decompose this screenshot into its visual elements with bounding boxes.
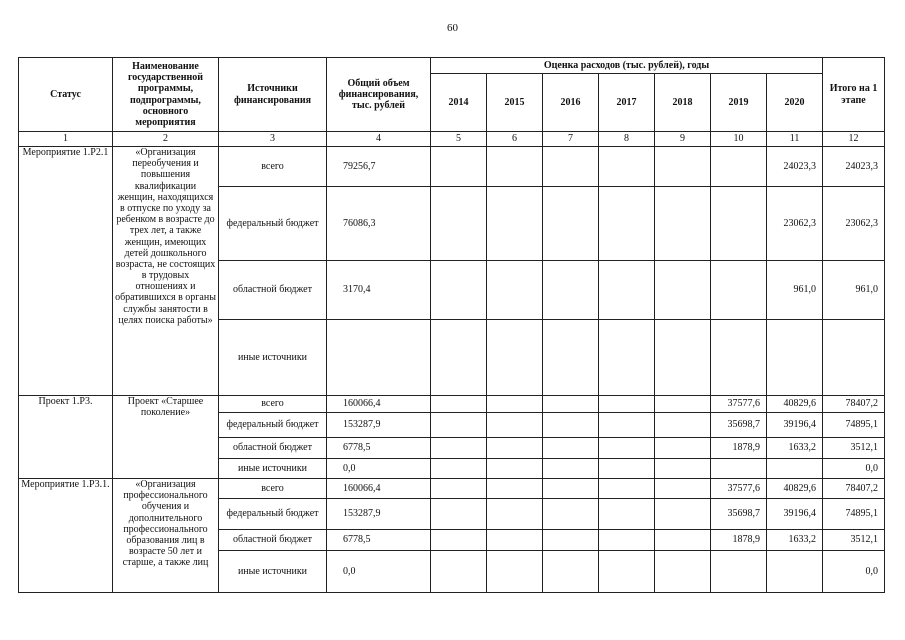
header-stage-total: Итого на 1 этапе (823, 58, 885, 132)
row-source: федеральный бюджет (219, 413, 327, 438)
row-source: иные источники (219, 551, 327, 593)
col-number: 11 (767, 132, 823, 147)
row-source: областной бюджет (219, 530, 327, 551)
table-row (19, 396, 885, 413)
row-source: всего (219, 396, 327, 413)
header-total: Общий объем финансирования, тыс. рублей (327, 58, 431, 132)
col-number: 7 (543, 132, 599, 147)
row-stage: 3512,1 (823, 530, 885, 551)
row-stage (823, 320, 885, 396)
col-number: 6 (487, 132, 543, 147)
row-status: Мероприятие 1.Р3.1. (19, 479, 113, 593)
table-row (19, 147, 885, 187)
header-year: 2017 (599, 74, 655, 132)
row-source: федеральный бюджет (219, 499, 327, 530)
row-2019 (711, 261, 767, 320)
page-number: 60 (447, 22, 458, 34)
row-source: всего (219, 479, 327, 499)
row-total: 0,0 (327, 551, 431, 593)
row-stage: 0,0 (823, 551, 885, 593)
row-total: 76086,3 (327, 187, 431, 261)
row-stage: 78407,2 (823, 396, 885, 413)
row-source: иные источники (219, 320, 327, 396)
header-year: 2020 (767, 74, 823, 132)
row-2019: 37577,6 (711, 479, 767, 499)
header-estimate: Оценка расходов (тыс. рублей), годы (431, 58, 823, 74)
row-total: 0,0 (327, 459, 431, 479)
row-2019: 37577,6 (711, 396, 767, 413)
row-total: 3170,4 (327, 261, 431, 320)
row-total: 153287,9 (327, 413, 431, 438)
header-status: Статус (19, 58, 113, 132)
row-2020: 23062,3 (767, 187, 823, 261)
col-number: 5 (431, 132, 487, 147)
row-2019 (711, 147, 767, 187)
row-total: 160066,4 (327, 396, 431, 413)
row-stage: 0,0 (823, 459, 885, 479)
row-stage: 3512,1 (823, 438, 885, 459)
row-name: «Организация переобучения и повышения квалификации женщин, находящихся в отпуске по уходу за ребенком в возрасте до трех лет, а также женщин, имеющих детей дошкольного возраста, не состоящих в трудовых отношениях и обратившихся в органы службы занятости в целях поиска работы» (113, 147, 219, 396)
row-2020: 1633,2 (767, 530, 823, 551)
row-stage: 78407,2 (823, 479, 885, 499)
col-number: 12 (823, 132, 885, 147)
col-number: 1 (19, 132, 113, 147)
row-source: федеральный бюджет (219, 187, 327, 261)
row-2020 (767, 459, 823, 479)
row-2020 (767, 551, 823, 593)
row-2020: 40829,6 (767, 396, 823, 413)
row-stage: 23062,3 (823, 187, 885, 261)
row-total (327, 320, 431, 396)
row-2020: 24023,3 (767, 147, 823, 187)
financing-table (18, 57, 885, 593)
col-number: 8 (599, 132, 655, 147)
header-name: Наименование государственной программы, подпрограммы, основного мероприятия (113, 58, 219, 132)
col-number: 3 (219, 132, 327, 147)
header-sources: Источники финансирования (219, 58, 327, 132)
table-row (19, 479, 885, 499)
row-name: «Организация профессионального обучения и дополнительного профессионального образования лиц в возрасте 50 лет и старше, а также лиц (113, 479, 219, 593)
row-total: 79256,7 (327, 147, 431, 187)
row-2019: 1878,9 (711, 530, 767, 551)
col-number: 9 (655, 132, 711, 147)
row-stage: 24023,3 (823, 147, 885, 187)
row-2020: 39196,4 (767, 499, 823, 530)
row-2020: 39196,4 (767, 413, 823, 438)
row-2020: 40829,6 (767, 479, 823, 499)
row-total: 160066,4 (327, 479, 431, 499)
header-year: 2016 (543, 74, 599, 132)
header-year: 2014 (431, 74, 487, 132)
row-2019: 1878,9 (711, 438, 767, 459)
row-2019 (711, 320, 767, 396)
row-2020: 1633,2 (767, 438, 823, 459)
row-status: Проект 1.Р3. (19, 396, 113, 479)
col-number: 4 (327, 132, 431, 147)
row-name: Проект «Старшее поколение» (113, 396, 219, 479)
header-year: 2018 (655, 74, 711, 132)
row-status: Мероприятие 1.Р2.1 (19, 147, 113, 396)
row-2020 (767, 320, 823, 396)
row-2019: 35698,7 (711, 499, 767, 530)
row-stage: 74895,1 (823, 499, 885, 530)
header-year: 2015 (487, 74, 543, 132)
row-stage: 961,0 (823, 261, 885, 320)
row-2019 (711, 551, 767, 593)
row-source: всего (219, 147, 327, 187)
col-number: 2 (113, 132, 219, 147)
row-source: областной бюджет (219, 261, 327, 320)
row-2019 (711, 459, 767, 479)
row-source: иные источники (219, 459, 327, 479)
row-total: 153287,9 (327, 499, 431, 530)
row-2020: 961,0 (767, 261, 823, 320)
row-2019 (711, 187, 767, 261)
row-total: 6778,5 (327, 438, 431, 459)
col-number: 10 (711, 132, 767, 147)
header-year: 2019 (711, 74, 767, 132)
row-stage: 74895,1 (823, 413, 885, 438)
row-2019: 35698,7 (711, 413, 767, 438)
row-total: 6778,5 (327, 530, 431, 551)
row-source: областной бюджет (219, 438, 327, 459)
